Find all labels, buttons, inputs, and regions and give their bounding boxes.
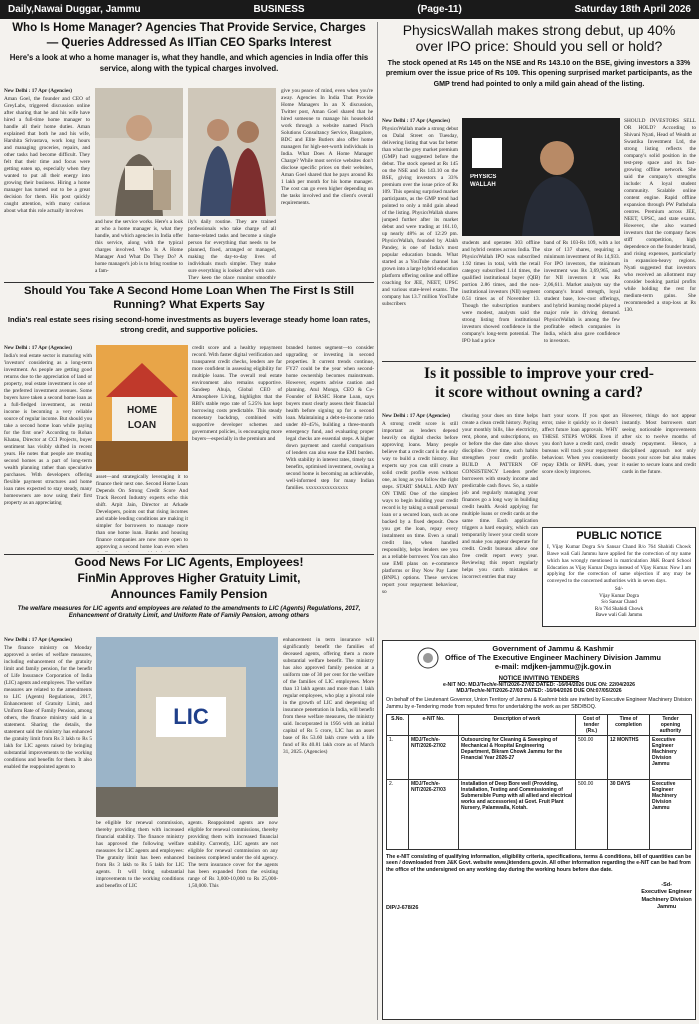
body-text: The finance ministry on Monday approved a series of welfare measures, including enhancement of the gratuity limit and family pension, for the benefit of Life Insurance Corporation of India (LIC) agents and employees. The welfare measures are related to the amendments to LIC (Agents) Regulations, 2017, Enhancement of Gratuity Limit, and Uniform Rate of Family Pension, among others, the finance ministry said in a statement. Sharing the details, the statement said the ministry has enhanced the gratuity limit from Rs 3 lakh to Rs 5 lakh for LIC agents raised by bringing substantial improvements to the working conditions and benefits for them. It also enabled the reappointed agents to bbox=[4, 644, 92, 770]
headline: Good News For LIC Agents, Employees! bbox=[74, 556, 304, 569]
notice-signature bbox=[543, 587, 695, 620]
body-text: students and operates 303 offline and hybrid centres across India. The PhysicsWallah IPO was subscribed 1.92 times in total, with the retail category subscribed 1.14 times, the qualified institutional buyer (QIB) portion 2.86 times, and the non-institutional investors (NII) segment 0.51 times as of November 13. Though the subscription numbers were modest, analysts said the strong listing from institutional investors showed confidence in the company's long-term potential. The IPO had a price bbox=[462, 240, 540, 344]
body-text: hurt your score. If you spot an error, raise it quickly so it doesn't affect future loan approvals. WHY THESE STEPS WORK Even if you don't have a credit card, credit bureaus will track your repayment behaviour. When you consistently repay EMIs or BNPL dues, your score slowly improves. bbox=[542, 413, 618, 475]
column bbox=[95, 219, 183, 279]
tender-notice bbox=[382, 640, 696, 1020]
table-cell: 1. bbox=[387, 735, 409, 779]
article-second-home-loan-headline bbox=[4, 285, 374, 343]
column-header: S.No. bbox=[387, 714, 409, 735]
column bbox=[96, 820, 184, 1021]
tender-signature bbox=[641, 882, 692, 912]
article-physicswallah-headline bbox=[382, 22, 696, 114]
table-cell: MDJ/Tech/e-NIT/2026-27/03 bbox=[409, 779, 459, 849]
subheadline: India's real estate sees rising second-home investments as buyers leverage steady home loan rates, strong credit, and supportive policies. bbox=[7, 315, 371, 335]
table-cell: Installation of Deep Bore well (Providing, Installation, Testing and Commissioning of Submersible Pump with all allied and electrical works and accessories) at Govt. Fruit Plant Nursery, Palamwalla, Kotah. bbox=[459, 779, 576, 849]
headline-line-2: over IPO price: Should you sell or hold? bbox=[415, 38, 663, 55]
section-name: BUSINESS bbox=[253, 4, 305, 15]
public-notice bbox=[542, 527, 696, 627]
dateline: New Delhi : 17 Apr (Agencies) bbox=[382, 413, 451, 419]
body-text: A strong credit score is still important as lenders depend heavily on digital checks before approving loans. Many people believe that a credit card is the only way to build a credit history. But experts say you can still create a solid credit profile even without one, as long as you follow the right steps. START SMALL AND PAY ON TIME One of the simplest ways to begin building your credit record is by taking a small personal loan or a secured loan, such as one backed by a fixed deposit. Once you get the loan, repay every instalment on time. Even a small credit line, when handled responsibly, helps lenders see you as a reliable borrower. You can also use EMI plans on e-commerce platforms or Buy Now Pay Later (BNPL) options. These services report your repayment behaviour, so bbox=[382, 420, 458, 595]
photo-caption-label: PHYSICS WALLAH bbox=[470, 174, 497, 188]
signature-line: Sd/- bbox=[614, 587, 624, 593]
column bbox=[622, 413, 696, 523]
body-text: clearing your dues on time helps create a clean credit history. Paying your monthly bills, like electricity, rent, phone, and subscriptions, on or before the due date also shows discipline. Over time, such habits strengthen your credit profile. BUILD A PATTERN OF CONSISTENCY Lenders prefer borrowers with steady income and predictable cash flows. So, a stable job and regularly managing your finances go a long way in building credit health. Avoid applying for multiple loans or credit cards at the same time. Each application triggers a hard enquiry, which can temporarily lower your credit score and make you appear desperate for credit. Credit bureaus allow one free credit report every year. Reviewing this report regularly helps you catch mistakes or incorrect entries that may bbox=[462, 413, 538, 580]
column bbox=[96, 474, 188, 552]
column-header: Tender opening authority bbox=[650, 714, 692, 735]
office-email[interactable]: e-mail: mdjken-jammu@jk.gov.in bbox=[494, 662, 612, 671]
subheadline: The welfare measures for LIC agents and employees are related to the amendments to LIC (Agents) Regulations, 2017, Enhancement of Gratuity Limit, and Uniform Rate of Family Pension, among others bbox=[17, 604, 361, 620]
column-header: e-NIT No. bbox=[409, 714, 459, 735]
headline: Is it possible to improve your cred- bbox=[424, 365, 654, 382]
headline-line-2: — Queries Addressed As IITian CEO Sparks Interest bbox=[46, 36, 332, 49]
masthead-bar bbox=[0, 0, 699, 19]
column bbox=[4, 345, 92, 551]
table-cell: Outsourcing for Cleaning & Sweeping of Mechanical & Hospital Engineering Department, Bikram Chowk Jammu for the Financial Year 2026-27 bbox=[459, 735, 576, 779]
column bbox=[382, 413, 458, 623]
body-text: India's real estate sector is maturing with 'investors' considering as a long-term investment. As people are getting good returns due to the appreciation of land or property, real estate investment is one of the preferred investment avenues. Some buyers have taken a second home loan as a full-fledged investment, as rental income is becoming a very reliable source of regular income. But should you take a second home loan while paying for the first one? According to Rohan Khatau, Director at CCI Projects, buyer sentiment has visibly shifted in recent years. He notes that people are treating second homes as a part of long-term wealth planning rather than speculative purchases. With developers offering flexible payment structures and home loan rates expected to stay steady, many homeowners are now using their first property as an appreciating bbox=[4, 352, 92, 506]
nit-reference-2: MDJ/Tech/e-NIT/2026-27/03 DATED: -16/04/2026 DUE ON:07/05/2026 bbox=[456, 688, 622, 694]
table-cell: Executive Engineer Machinery Division Jammu bbox=[650, 779, 692, 849]
table-cell: Executive Engineer Machinery Division Jammu bbox=[650, 735, 692, 779]
headline-line-3: Announces Family Pension bbox=[110, 587, 268, 602]
column bbox=[283, 637, 374, 1021]
table-cell: 2. bbox=[387, 779, 409, 849]
column bbox=[281, 88, 373, 279]
headline: Who Is Home Manager? Agencies That Provide Service, Charges bbox=[12, 22, 366, 34]
table-cell: 500.00 bbox=[576, 735, 608, 779]
headline-line-2: it score without owning a card? bbox=[435, 384, 643, 402]
tender-footer: The e-NIT consisting of qualifying information, eligibility criteria, specifications, terms & conditions, bill of quantities can be seen / downloaded from J&K Govt. website www.jktenders.gov.in. All other information regarding the e-NIT can be had from the office of the undersigned on any working day during the working hours before due date. bbox=[386, 853, 692, 873]
issue-date: Saturday 18th April 2026 bbox=[574, 4, 691, 15]
column-header: Cost of tender (Rs.) bbox=[576, 714, 608, 735]
headline-line-2: FinMin Approves Higher Gratuity Limit, bbox=[77, 571, 301, 586]
divider bbox=[4, 554, 374, 555]
column-header: Description of work bbox=[459, 714, 576, 735]
column bbox=[188, 219, 276, 279]
lic-photo bbox=[96, 637, 278, 817]
body-text: give you peace of mind, even when you're away. Agencies In India That Provide Home Managers In an X discussion, Twitter post, Aman Goel shared that he hired someone to manage his household work through a website named Pinch Solutions Consultancy Service, Bangalore, BDC and Elite Butlers also offer home managers for high-net-worth individuals in India. What Does A Home Manager Charge? While most service websites don't disclose specific prices on their websites, Aman Goel shared that he pays around Rs 1 lakh per month for his home manager. The cost can go even higher depending on the tasks involved and the client's overall requirements. bbox=[281, 88, 373, 206]
signature-line: Bawe wali Gali Jammu bbox=[595, 613, 643, 619]
article-lic-headline bbox=[4, 556, 374, 632]
column bbox=[462, 240, 540, 358]
headline: Should You Take A Second Home Loan When The First Is Still Running? What Experts Say bbox=[24, 285, 354, 311]
photo-placeholder bbox=[188, 88, 276, 216]
column bbox=[286, 345, 374, 552]
column bbox=[188, 820, 278, 1021]
physicswallah-photo bbox=[462, 118, 620, 236]
column-rule bbox=[377, 22, 378, 1020]
article-home-manager-headline bbox=[4, 22, 374, 84]
notice-heading: NOTICE INVITING TENDERS bbox=[498, 676, 580, 682]
page-number: (Page-11) bbox=[417, 4, 462, 15]
body-text: PhysicsWallah made a strong debut on Dalal Street on Tuesday, delivering listing that was far better than what the grey market premium (GMP) had suggested before the debut. The stock opened at Rs 145 on the NSE and Rs 143.10 on the BSE, giving investors a 33% premium over the issue price of Rs 109. This opening surprised market participants, as the GMP trend had pointed to only a mild gain ahead of the listing. PhysicsWallah shares jumped further after its market debut and were trading at 161.10, up nearly 48% as of 12:29 pm. PhysicsWallah, founded by Alakh Pandey, is one of India's most popular education brands. What started as a YouTube channel has grown into a large hybrid education platform offering online and offline coaching for JEE, NEET, UPSC and various state-level exams. The company has 13.7 million YouTube subscribers bbox=[382, 125, 458, 307]
column-header: Time of completion bbox=[608, 714, 650, 735]
dateline: New Delhi : 17 Apr (Agencies) bbox=[4, 637, 73, 643]
couple-photo bbox=[188, 88, 276, 216]
table-header-row bbox=[387, 714, 692, 735]
column bbox=[542, 413, 618, 523]
signature-line: Executive Engineer bbox=[641, 889, 692, 896]
column bbox=[192, 345, 282, 552]
headline: PhysicsWallah makes strong debut, up 40% bbox=[402, 22, 676, 38]
column bbox=[4, 88, 90, 278]
photo-caption-label: HOME LOAN bbox=[127, 405, 157, 431]
dateline: New Delhi : 17 Apr (Agencies) bbox=[4, 88, 73, 94]
tender-table bbox=[386, 714, 692, 850]
government-name: Government of Jammu & Kashmir bbox=[492, 644, 614, 653]
photo-caption-label: LIC bbox=[173, 704, 209, 729]
body-text: asset—and strategically leveraging it to finance their next one. Second Home Loan Depends On Strong Credit Score And Track Record Industry experts echo this shift. Arpit Jain, Director at Arkade Developers, points out that rising incomes and stable lending conditions are making it simpler for borrowers to manage more than one home loan. Banks and housing finance companies are now more open to approving a second home loan even when bbox=[96, 474, 188, 550]
body-text: band of Rs 103-Rs 109, with a lot size of 137 shares, requiring a minimum investment of Rs 14,933. For IPO investors, the minimum investment was Rs 3,69,965, and for NII investors it was Rs 2,06,611. Market analysts say the company's brand strength, loyal student base, low-cost offerings, and hybrid learning model played a major role in driving demand. PhysicsWallah is among the few profitable edtech companies in India, which also gave confidence to investors. bbox=[544, 240, 620, 344]
subheadline: The stock opened at Rs 145 on the NSE and Rs 143.10 on the BSE, giving investors a 33% premium over the issue price of Rs 109. This opening surprised market participants, as the GMP trend had pointed to only a mild gain ahead of the listing. bbox=[385, 59, 693, 88]
paper-name: Daily,Nawai Duggar, Jammu bbox=[8, 4, 141, 15]
divider bbox=[4, 282, 374, 283]
signature-line: -Sd- bbox=[661, 881, 672, 888]
column bbox=[624, 118, 696, 358]
subheadline: Here's a look at who a home manager is, what they handle, and which agencies in India offer this service, along with the typical charges involved. bbox=[9, 53, 369, 73]
dip-reference: DIP/J-678/26 bbox=[386, 905, 419, 912]
signature-line: R/o 764 Shahidi Chowk bbox=[594, 606, 644, 612]
body-text: and how the service works. Here's a look at who a home manager is, what they handle, and which agencies in India offer this service, along with the typical charges involved. Who Is A Home Manager And What Do They Do? A home manager's job is to bring routine to a fam- bbox=[95, 219, 183, 274]
nit-reference: e-NIT NO: MDJ/Tech/e-NIT/2026-27/02 DATED: -16/04/2026 DUE ON: 22/04/2026 bbox=[442, 682, 636, 688]
column bbox=[544, 240, 620, 358]
emblem-icon bbox=[417, 647, 439, 669]
notice-body: I, Vijay Kumar Dogra S/o Sansar Chand R/o 764 Shahidi Chowk Bawe wali Gali Jammu have applied for the correction of my name which has wrongly mentioned in matriculation J&K Board School Education as Vijay Kumar Dogra instead of Vijay Kumar. Now I am applying for the correction of same objection if any may be conveyed to the concerned authorities with in seven days. bbox=[547, 544, 691, 585]
signature-line: Machinery Division bbox=[641, 896, 692, 903]
body-text: ily's daily routine. They are trained professionals who take charge of all home-related tasks and become a single person for everything that needs to be planned, fixed, arranged or managed, making the day-to-day lives of individuals much simpler. They make sure everything is looked after with care. They keep the place running smoothly bbox=[188, 219, 276, 279]
article-photo bbox=[95, 88, 183, 216]
table-cell: 30 DAYS bbox=[608, 779, 650, 849]
signature-line: Jammu bbox=[656, 904, 677, 911]
tender-intro: On behalf of the Lieutenant Governor, Union Territory of Jammu & Kashmir bids are invited by Executive Engineer Machinery Division Jammu by e-Tendering mode from reputed firms for undertaking the work as per SBD/BOQ. bbox=[386, 697, 692, 710]
divider bbox=[382, 361, 696, 362]
home-loan-photo bbox=[96, 345, 188, 471]
dateline: New Delhi : 17 Apr (Agencies) bbox=[382, 118, 451, 124]
column bbox=[462, 413, 538, 623]
signature-line: S/o Sansar Chand bbox=[601, 600, 637, 606]
body-text: branded homes segment—to consider upgrading or investing in second properties. It current trends continue, FY27 could be the year when second-home ownership becomes mainstream. However, experts advise caution and planning. Atul Monga, CEO & Co-Founder of BASIC Home Loan, says buyers must clearly assess their financial health before signing up for a second loan. Maintaining a debt-to-income ratio under 40–45%, building a three-month emergency fund, and evaluating proper legal checks are essential steps. A higher down payment and careful comparison of lenders can also ease the EMI burden. With stability in interest rates, timely tax benefits, optimised investment, owning a second home is becoming an achievable, well-informed step for many Indian families. xxxxxxxxxxxxxxxx bbox=[286, 345, 374, 491]
body-text: credit score and a healthy repayment record. With faster digital verification and transparent credit checks, lenders are far more confident in assessing eligibility for multiple loans. The overall real estate environment also remains supportive. Sandeep Ahuja, Global CEO of Atmosphere Living, highlights that the RBI's stable repo rate of 5.25% has kept borrowing costs predictable. This steady monetary backdrop, combined with supportive developer schemes and government policies, is encouraging more buyers—especially in the premium and bbox=[192, 345, 282, 442]
home-manager-photo bbox=[95, 88, 183, 216]
body-text: However, things do not appear instantly. Most borrowers start seeing noticeable improvements after six to twelve months of steady repayment. Hence, a disciplined approach not only boosts your score but also makes it easier to secure loans and credit cards in the future. bbox=[622, 413, 696, 475]
table-cell: MDJ/Tech/e-NIT/2026-27/02 bbox=[409, 735, 459, 779]
body-text: be eligible for renewal commission, thereby providing them with increased financial stability. The finance ministry has approved the following welfare measures for LIC agents and employees: The gratuity limit has been enhanced from Rs 3 lakh to Rs 5 lakh for LIC agents. It will bring substantial improvements to the working conditions and benefits of LIC bbox=[96, 820, 184, 889]
office-name: Office of The Executive Engineer Machinery Division Jammu bbox=[445, 653, 661, 662]
column bbox=[382, 118, 458, 358]
table-cell: 12 MONTHS bbox=[608, 735, 650, 779]
column bbox=[4, 637, 92, 1021]
signature-line: Vijay Kumar Dogra bbox=[599, 593, 639, 599]
table-cell: 500.00 bbox=[576, 779, 608, 849]
body-text: Aman Goel, the founder and CEO of GreyLabs, triggered discussion online after sharing that he and his wife have hired a full-time home manager to handle all their home duties. Aman explained that both he and his wife, Harshita Srivastava, work long hours and managing groceries, repairs, and other tasks had become difficult. They felt that their time and focus were getting eaten up, especially when they wanted to put all their energy into growing their business. Hiring a home manager has turned out to be a great decision for them. His post quickly caught attention, with many curious about what this role actually involves bbox=[4, 95, 90, 214]
table-row bbox=[387, 735, 692, 779]
notice-title: PUBLIC NOTICE bbox=[576, 530, 662, 542]
body-text: SHOULD INVESTORS SELL OR HOLD? According to Shivani Nyati, Head of Wealth at Swastika Investment Ltd, the strong listing reflects the company's solid position in the test-prep space and its fast-growing offline network. She said the company's strengths include: A loyal student community. Scalable online content engine. Rapid offline expansion through PW Pathshala centres. Premium across JEE, NEET, UPSC, and state exams. However, she also warned investors that the company faces stiff competition, high dependence on the founder brand, and rising expenses, particularly in expansion-heavy regions. Nyati suggested that investors who received an allotment may consider booking partial profits while holding the rest for medium-term gains. She recommended a stop-loss at Rs 130. bbox=[624, 118, 696, 313]
body-text: enhancement in term insurance will significantly benefit the families of deceased agents, offering them a more substantial welfare benefit. The ministry has also approved family pension at a uniform rate of 30 per cent for the welfare of the families of LIC employees. More than 13 lakh agents and more than 1 lakh regular employees, who play a pivotal role in the growth of LIC and deepening of insurance penetration in India, will benefit from these welfare measures, the ministry said. Incorporated in 1956 with an initial capital of Rs 5 crore, LIC has an asset base of Rs 53.60 lakh crore with a life fund of Rs 40.81 lakh crore as of March 31, 2025. (Agencies) bbox=[283, 637, 374, 755]
dateline: New Delhi : 17 Apr (Agencies) bbox=[4, 345, 73, 351]
article-credit-score-headline bbox=[382, 364, 696, 410]
body-text: agents. Reappointed agents are now eligible for renewal commissions, thereby providing them with increased financial stability. Currently, LIC agents are not eligible for renewal commission on any business completed under the old agency. The term insurance cover for the agents has been expanded from the existing range of Rs 3,000-10,000 to Rs 25,000-1,50,000. This bbox=[188, 820, 278, 889]
table-row bbox=[387, 779, 692, 849]
